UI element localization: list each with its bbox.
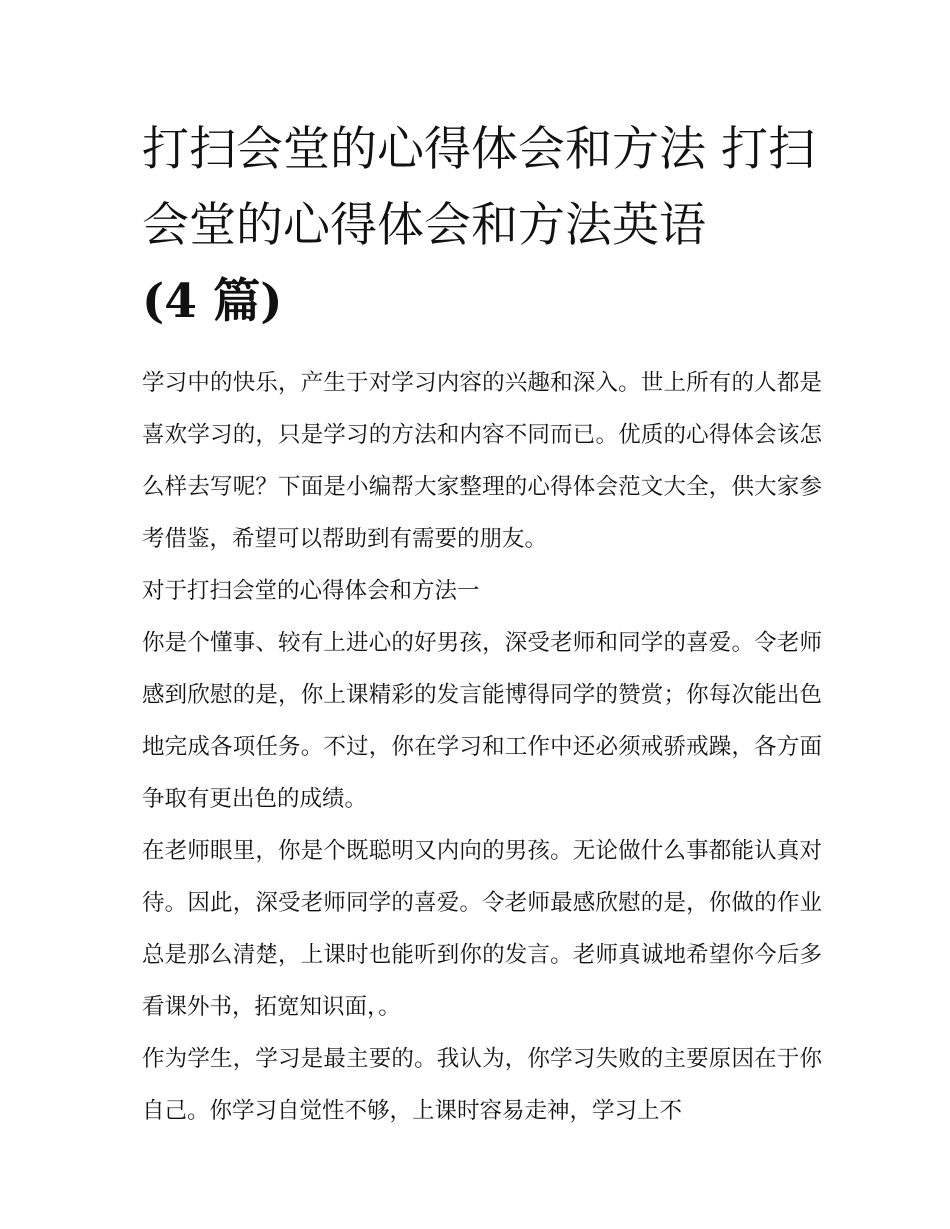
body-paragraph: 你是个懂事、较有上进心的好男孩，深受老师和同学的喜爱。令老师感到欣慰的是，你上课精彩的发言能博得同学的赞赏；你每次能出色地完成各项任务。不过，你在学习和工作中还必须戒骄戒躁，各方面争取有更出色的成绩。 <box>142 630 822 812</box>
body-paragraph: 在老师眼里，你是个既聪明又内向的男孩。无论做什么事都能认真对待。因此，深受老师同学的喜爱。令老师最感欣慰的是，你做的作业总是那么清楚，上课时也能听到你的发言。老师真诚地希望你今后多看课外书，拓宽知识面，。 <box>142 838 822 1020</box>
body-paragraph: 作为学生，学习是最主要的。我认为，你学习失败的主要原因在于你自己。你学习自觉性不够，上课时容易走神，学习上不 <box>142 1046 822 1124</box>
document-title <box>142 112 822 340</box>
title-count-text: (4 篇) <box>142 274 283 329</box>
title-main-text: 打扫会堂的心得体会和方法 打扫会堂的心得体会和方法英语 <box>142 122 815 253</box>
document-body <box>142 357 822 1137</box>
document-page <box>142 112 822 1137</box>
intro-paragraph: 学习中的快乐，产生于对学习内容的兴趣和深入。世上所有的人都是喜欢学习的，只是学习的方法和内容不同而已。优质的心得体会该怎么样去写呢？下面是小编帮大家整理的心得体会范文大全，供大家参考借鉴，希望可以帮助到有需要的朋友。 <box>142 370 822 552</box>
section-heading: 对于打扫会堂的心得体会和方法一 <box>142 578 480 604</box>
